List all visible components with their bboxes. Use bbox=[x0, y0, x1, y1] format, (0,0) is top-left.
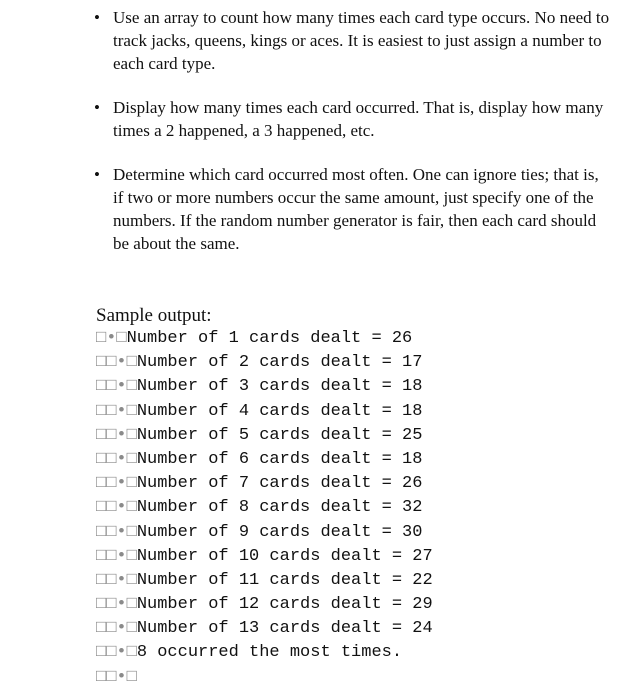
placeholder-glyphs: □□•□ bbox=[96, 377, 137, 397]
output-line bbox=[96, 472, 433, 496]
output-text: Number of 3 cards dealt = 18 bbox=[136, 377, 423, 397]
output-line bbox=[96, 448, 433, 472]
instruction-item bbox=[92, 96, 612, 142]
output-line bbox=[96, 351, 433, 375]
instruction-item bbox=[92, 163, 612, 255]
instruction-text: Use an array to count how many times each card type occurs. No need to track jacks, queens, kings or aces. It is easiest to just assign a number to each card type. bbox=[113, 8, 610, 73]
output-line bbox=[96, 593, 433, 617]
output-line bbox=[96, 545, 433, 569]
placeholder-glyphs: □□•□ bbox=[96, 570, 137, 590]
placeholder-glyphs: □□•□ bbox=[96, 546, 137, 566]
placeholder-glyphs: □□•□ bbox=[96, 425, 137, 445]
bullet-marker: • bbox=[94, 165, 100, 184]
instruction-item bbox=[92, 6, 612, 75]
instruction-text: Display how many times each card occurred. That is, display how many times a 2 happened, a 3 happened, etc. bbox=[113, 98, 604, 140]
placeholder-glyphs: □□•□ bbox=[96, 353, 137, 373]
instruction-text: Determine which card occurred most often. One can ignore ties; that is, if two or more numbers occur the same amount, just specify one of the numbers. If the random number generator is fair, then each card should be about the same. bbox=[113, 165, 599, 253]
output-text: Number of 2 cards dealt = 17 bbox=[136, 353, 423, 373]
bullet-marker: • bbox=[94, 8, 100, 27]
output-line bbox=[96, 424, 433, 448]
output-line bbox=[96, 666, 433, 690]
placeholder-glyphs: □•□ bbox=[96, 329, 127, 348]
output-text: Number of 12 cards dealt = 29 bbox=[136, 595, 433, 615]
placeholder-glyphs: □□•□ bbox=[96, 401, 137, 421]
instruction-list bbox=[92, 6, 612, 255]
output-text: Number of 8 cards dealt = 32 bbox=[136, 498, 423, 518]
placeholder-glyphs: □□•□ bbox=[96, 449, 137, 469]
output-text: Number of 13 cards dealt = 24 bbox=[136, 619, 433, 639]
output-line bbox=[96, 496, 433, 520]
output-line bbox=[96, 327, 433, 351]
placeholder-glyphs: □□•□ bbox=[96, 595, 137, 615]
output-line bbox=[96, 617, 433, 641]
output-text: Number of 5 cards dealt = 25 bbox=[136, 425, 423, 445]
output-line bbox=[96, 521, 433, 545]
output-text: Number of 1 cards dealt = 26 bbox=[126, 329, 413, 348]
output-line bbox=[96, 375, 433, 399]
output-text: 8 occurred the most times. bbox=[136, 643, 403, 663]
output-text: Number of 11 cards dealt = 22 bbox=[136, 570, 433, 590]
placeholder-glyphs: □□•□ bbox=[96, 474, 137, 494]
output-text: Number of 7 cards dealt = 26 bbox=[136, 474, 423, 494]
output-text: Number of 9 cards dealt = 30 bbox=[136, 522, 423, 542]
output-line bbox=[96, 641, 433, 665]
sample-output-block bbox=[96, 327, 433, 690]
placeholder-glyphs: □□•□ bbox=[96, 619, 137, 639]
placeholder-glyphs: □□•□ bbox=[96, 643, 137, 663]
placeholder-glyphs: □□•□ bbox=[96, 522, 137, 542]
output-line bbox=[96, 400, 433, 424]
sample-output-heading: Sample output: bbox=[96, 305, 212, 326]
placeholder-glyphs: □□•□ bbox=[96, 667, 137, 687]
placeholder-glyphs: □□•□ bbox=[96, 498, 137, 518]
output-text: Number of 6 cards dealt = 18 bbox=[136, 449, 423, 469]
bullet-marker: • bbox=[94, 98, 100, 117]
output-text: Number of 4 cards dealt = 18 bbox=[136, 401, 423, 421]
output-text: Number of 10 cards dealt = 27 bbox=[136, 546, 433, 566]
output-line bbox=[96, 569, 433, 593]
